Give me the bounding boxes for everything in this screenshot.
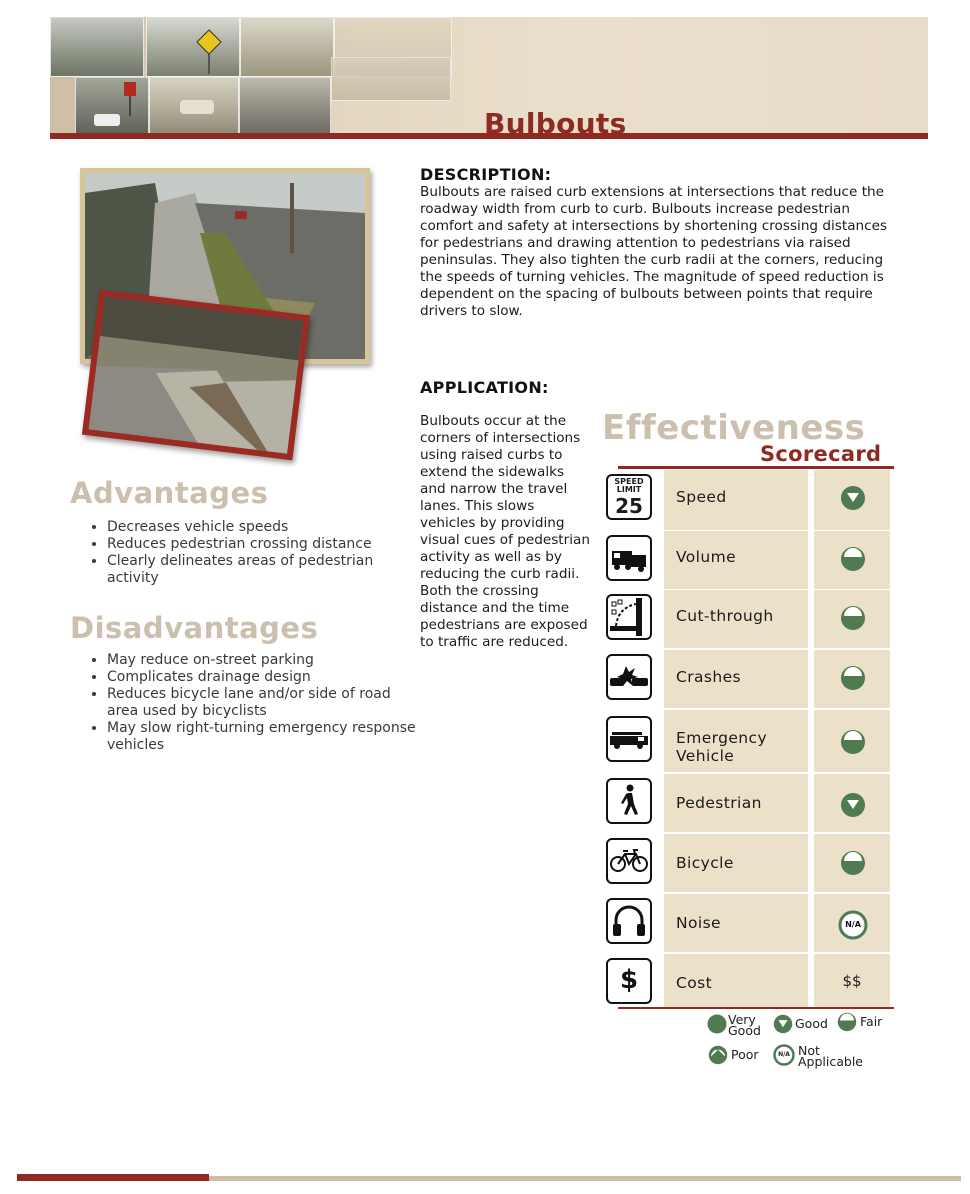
legend-label: Poor: [731, 1047, 759, 1062]
rating-good-icon: [773, 1014, 793, 1034]
dollar-icon: [606, 958, 652, 1004]
rating-good-icon: [840, 792, 866, 818]
rating-not-applicable-icon: [773, 1044, 795, 1066]
speed-limit-sign-icon: [606, 474, 652, 520]
scorecard-label: Emergency Vehicle: [676, 729, 768, 765]
scorecard-row-pedestrian: [604, 774, 890, 832]
disadvantage-item: • Complicates drainage design: [107, 669, 419, 686]
legend-label: Good: [795, 1016, 828, 1031]
crash-icon: [606, 654, 652, 700]
header-rule: [50, 133, 928, 139]
traffic-volume-icon: [606, 535, 652, 581]
scorecard-label: Cut-through: [676, 607, 774, 625]
dollar-sign-text: $: [619, 965, 639, 995]
scorecard-label: Noise: [676, 914, 721, 932]
disadvantage-item: • Reduces bicycle lane and/or side of road area used by bicyclists: [107, 686, 419, 720]
car-icon: [150, 78, 238, 133]
scorecard-bottom-rule: [618, 1007, 894, 1009]
legend-very-good: [707, 1014, 777, 1038]
legend-good: [773, 1014, 835, 1036]
banner-photo-crosswalk: [239, 77, 331, 133]
scorecard-label: Bicycle: [676, 854, 734, 872]
description-text: Bulbouts are raised curb extensions at intersections that reduce the roadway width from curb to curb. Bulbouts increase pedestrian comfort and safety at intersections by shortening crossing distances for pedestrians and drawing attention to pedestrians via raised peninsulas. They also tighten the curb radii at the corners, reducing the speeds of turning vehicles. The magnitude of speed reduction is dependent on the spacing of bulbouts between points that require drivers to slow.: [420, 184, 888, 319]
speed-sign-text-top: SPEED: [614, 477, 644, 486]
banner-photo-car: [149, 77, 239, 133]
bulbout-photo-inset: [82, 290, 310, 461]
page-title: Bulbouts: [484, 107, 627, 133]
rating-very-good-icon: [707, 1014, 727, 1034]
scorecard-row-cut-through: [604, 590, 890, 648]
legend-label: Very Good: [728, 1012, 761, 1038]
bicycle-icon: [606, 838, 652, 884]
scorecard-label: Pedestrian: [676, 794, 762, 812]
legend-label: Fair: [860, 1014, 883, 1029]
scorecard-label: Cost: [676, 974, 713, 992]
disadvantage-item: • May slow right-turning emergency response vehicles: [107, 720, 419, 754]
scorecard-row-volume: [604, 531, 890, 589]
headphones-icon: [606, 898, 652, 944]
description-heading: DESCRIPTION:: [420, 165, 552, 184]
scorecard-row-noise: [604, 894, 890, 952]
speed-sign-text-middle: LIMIT: [616, 485, 642, 494]
rating-fair-icon: [840, 605, 866, 631]
footer-rule-red: [17, 1174, 209, 1181]
cost-rating-value: $$: [842, 972, 862, 990]
banner-photo-fence: [331, 57, 451, 101]
scorecard-label: Volume: [676, 548, 737, 566]
legend-label: Not Applicable: [798, 1043, 863, 1069]
disadvantage-item: • May reduce on-street parking: [107, 652, 419, 669]
scorecard-label: Speed: [676, 488, 727, 506]
disadvantages-list: [88, 652, 419, 754]
advantages-list: [88, 519, 419, 587]
advantages-heading: Advantages: [70, 476, 269, 510]
scorecard-row-bicycle: [604, 834, 890, 892]
disadvantages-heading: Disadvantages: [70, 611, 319, 645]
scorecard-label: Crashes: [676, 668, 742, 686]
rating-fair-icon: [837, 1012, 857, 1032]
header-banner: [50, 17, 928, 133]
scorecard-row-speed: [604, 470, 890, 530]
pedestrian-crossing-sign-icon: [147, 18, 239, 76]
legend-poor: [708, 1045, 768, 1067]
legend-na-text: N/A: [778, 1051, 790, 1058]
speed-sign-number: 25: [615, 494, 643, 518]
scorecard-row-emergency-vehicle: [604, 710, 890, 772]
banner-photo-street-trees: [50, 17, 144, 77]
legend-not-applicable: [773, 1044, 883, 1070]
scorecard-row-cost: [604, 954, 890, 1008]
banner-photo-trees: [240, 17, 334, 77]
cut-through-route-icon: [606, 594, 652, 640]
scorecard-title: Effectiveness: [602, 408, 866, 448]
pedestrian-icon: [606, 778, 652, 824]
rating-fair-icon: [840, 850, 866, 876]
footer-rule-tan: [209, 1176, 961, 1181]
rating-poor-icon: [708, 1045, 728, 1065]
rating-fair-icon: [840, 729, 866, 755]
rating-na-text: N/A: [845, 920, 861, 929]
advantage-item: • Clearly delineates areas of pedestrian activity: [107, 553, 419, 587]
bulbout-curb-illustration: [89, 296, 304, 453]
banner-photo-parked-car: [75, 77, 149, 133]
scorecard-subtitle: Scorecard: [760, 442, 882, 466]
rating-fair-icon: [840, 665, 866, 691]
legend-fair: [837, 1012, 897, 1034]
rating-good-icon: [840, 485, 866, 511]
scorecard-row-crashes: [604, 650, 890, 708]
advantage-item: • Decreases vehicle speeds: [107, 519, 419, 536]
application-text: Bulbouts occur at the corners of intersections using raised curbs to extend the sidewalks and narrow the travel lanes. This slows vehicles by providing visual cues of pedestrian activity as well as by reducing the curb radii. Both the crossing distance and the time pedestrians are exposed to traffic are reduced.: [420, 413, 590, 650]
fire-truck-icon: [606, 716, 652, 762]
application-heading: APPLICATION:: [420, 378, 549, 397]
banner-photo-crossing-sign: [146, 17, 240, 77]
stop-sign-icon: [76, 78, 148, 133]
rating-fair-icon: [840, 546, 866, 572]
scorecard-top-rule: [618, 466, 894, 469]
rating-not-applicable-icon: [838, 910, 868, 940]
advantage-item: • Reduces pedestrian crossing distance: [107, 536, 419, 553]
